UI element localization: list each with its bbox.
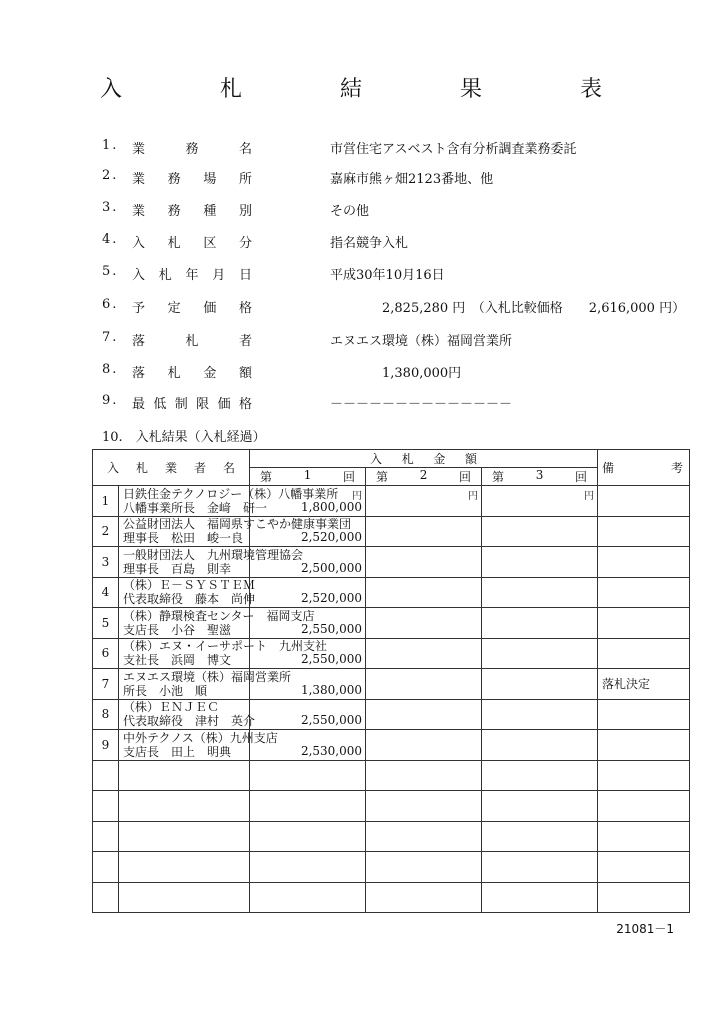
bidder-cell	[119, 547, 304, 578]
bid-results-table	[92, 449, 690, 913]
info-item-label-char: 名	[238, 142, 252, 157]
header-bidder-char: 者	[194, 461, 207, 475]
empty-cell	[482, 882, 598, 913]
table-row	[93, 486, 690, 517]
bid-amount-round-3	[482, 699, 598, 730]
yen-unit: 円	[352, 491, 363, 502]
header-remarks	[598, 450, 690, 486]
info-item-label	[132, 264, 252, 283]
empty-cell	[119, 882, 250, 913]
empty-cell	[93, 791, 119, 822]
bid-amount-round-2	[366, 486, 482, 517]
info-item-label-char: 定	[167, 301, 181, 316]
header-bidder-char: 札	[136, 461, 149, 475]
page-code: 21081－1	[616, 922, 674, 936]
bid-amount-value: 2,550,000	[300, 621, 363, 636]
empty-table-row	[93, 821, 690, 852]
table-row	[93, 699, 690, 730]
remarks-cell	[598, 699, 690, 730]
empty-cell	[366, 791, 482, 822]
empty-cell	[598, 760, 690, 791]
table-row	[93, 638, 690, 669]
bid-amount-value: 2,530,000	[300, 743, 363, 758]
table-row	[93, 669, 690, 700]
yen-unit: 円	[468, 491, 479, 502]
info-item-label-char: 務	[167, 204, 181, 219]
bid-amount-round-1	[250, 516, 366, 547]
info-item-label-char: 場	[203, 172, 217, 187]
empty-table-row	[93, 791, 690, 822]
table-row	[93, 608, 690, 639]
bid-amount-value	[366, 758, 478, 760]
empty-cell	[366, 882, 482, 913]
header-round-char: 回	[575, 470, 588, 484]
empty-table-row	[93, 852, 690, 883]
bidder-company: （株）静環検査センター 福岡支店	[123, 608, 315, 623]
header-round-1	[250, 468, 366, 486]
info-item-label-char: 業	[132, 142, 146, 157]
bid-amount-round-1	[250, 638, 366, 669]
info-item-label-char: 札	[185, 334, 199, 349]
info-item-label-char: 入	[132, 236, 146, 251]
bid-amount-value: 2,550,000	[300, 713, 363, 727]
row-index: 5	[93, 608, 119, 639]
info-item-value: エヌエス環境（株）福岡営業所	[330, 334, 513, 349]
info-item-number: 4.	[102, 232, 119, 247]
yen-unit: 円	[584, 491, 595, 502]
bidder-company: （株）ＥＮＪＥＣ	[123, 700, 220, 715]
info-item-label-char: 価	[203, 301, 217, 316]
empty-cell	[598, 791, 690, 822]
remarks-cell	[598, 577, 690, 608]
empty-cell	[250, 760, 366, 791]
bidder-representative: 所長 小池 順	[123, 683, 208, 698]
header-round-3	[482, 468, 598, 486]
empty-table-row	[93, 882, 690, 913]
remarks-cell	[598, 730, 690, 761]
empty-cell	[250, 821, 366, 852]
empty-cell	[250, 882, 366, 913]
row-index: 3	[93, 547, 119, 578]
info-item-label	[132, 297, 252, 316]
row-index: 2	[93, 516, 119, 547]
bidder-company: 公益財団法人 福岡県すこやか健康事業団	[123, 517, 352, 532]
bid-amount-value: 1,800,000	[300, 499, 363, 514]
header-round-2	[366, 468, 482, 486]
info-item-label-char: 種	[203, 204, 217, 219]
header-remarks-char: 備	[602, 461, 615, 475]
bidder-cell	[119, 638, 328, 669]
header-round-char: 1	[303, 468, 312, 482]
bid-amount-round-1	[250, 486, 366, 517]
info-item-number: 3.	[102, 200, 119, 215]
table-row	[93, 516, 690, 547]
bid-amount-value: 2,550,000	[300, 652, 363, 666]
row-index: 1	[93, 486, 119, 517]
bidder-representative: 理事長 松田 峻一良	[123, 531, 244, 546]
info-item-label-char: 札	[167, 366, 181, 381]
info-item-number: 1.	[102, 138, 119, 153]
bid-amount-value: 1,380,000	[300, 682, 363, 697]
info-item-label-char: 業	[132, 172, 146, 187]
empty-cell	[366, 760, 482, 791]
header-bidder-char: 入	[107, 461, 120, 475]
info-item-label	[132, 168, 252, 187]
header-round-char: 回	[458, 470, 471, 484]
info-item-number: 7.	[102, 330, 119, 345]
bid-amount-round-3	[482, 730, 598, 761]
empty-cell	[93, 821, 119, 852]
info-item-number: 8.	[102, 362, 119, 377]
header-round-char: 第	[260, 470, 273, 484]
row-index: 4	[93, 577, 119, 608]
bid-amount-round-2	[366, 669, 482, 700]
info-item-label-char: 低	[153, 397, 167, 412]
info-item-label-char: 落	[132, 366, 146, 381]
header-remarks-char: 考	[671, 461, 684, 475]
header-round-char: 第	[376, 470, 389, 484]
info-item-label-char: 格	[238, 397, 252, 412]
bid-amount-round-1	[250, 608, 366, 639]
bid-amount-value: 2,520,000	[300, 591, 363, 605]
bidder-company: 中外テクノス（株）九州支店	[123, 730, 278, 745]
bidder-company: 一般財団法人 九州環境管理協会	[123, 547, 304, 562]
info-item-label-char: 務	[167, 172, 181, 187]
header-amount-char: 入	[370, 452, 383, 466]
info-item-label-char: 格	[238, 301, 252, 316]
info-item-label-char: 制	[174, 397, 188, 412]
info-item-label-char: 入	[132, 268, 146, 283]
bid-amount-round-3	[482, 516, 598, 547]
bid-amount-round-3	[482, 577, 598, 608]
bid-amount-round-1	[250, 699, 366, 730]
empty-cell	[250, 791, 366, 822]
info-item-value: －－－－－－－－－－－－－－	[330, 397, 513, 412]
bid-amount-round-2	[366, 547, 482, 578]
info-item-number: 9.	[102, 393, 119, 408]
info-item-value: 指名競争入札	[330, 236, 409, 251]
empty-cell	[482, 821, 598, 852]
empty-cell	[482, 852, 598, 883]
row-index: 7	[93, 669, 119, 700]
bid-amount-value: 2,520,000	[300, 530, 363, 544]
info-item-value: 市営住宅アスベスト含有分析調査業務委託	[330, 142, 577, 157]
bidder-company: （株）エヌ・イーサポート 九州支社	[123, 639, 328, 654]
section-10-heading: 10. 入札結果（入札経過）	[102, 430, 266, 445]
empty-cell	[119, 852, 250, 883]
empty-cell	[119, 821, 250, 852]
info-item-label	[132, 232, 252, 251]
empty-cell	[93, 760, 119, 791]
empty-cell	[366, 852, 482, 883]
header-round-char: 第	[492, 470, 505, 484]
bidder-cell	[119, 730, 278, 761]
header-round-char: 2	[419, 468, 428, 482]
bidder-cell	[119, 699, 256, 730]
table-row	[93, 577, 690, 608]
bid-amount-round-3	[482, 669, 598, 700]
bid-amount-value: 2,500,000	[300, 560, 363, 575]
bidder-company: （株）Ｅ－ＳＹＳＴＥＭ	[123, 578, 256, 593]
info-item-label-char: 札	[158, 268, 172, 283]
bidder-representative: 支社長 浜岡 博文	[123, 653, 232, 668]
empty-cell	[119, 760, 250, 791]
header-round-char: 3	[535, 468, 544, 482]
header-round-char: 回	[342, 470, 355, 484]
bidder-representative: 支店長 田上 明典	[123, 744, 232, 759]
info-item-label	[132, 393, 252, 412]
info-item-label-char: 落	[132, 334, 146, 349]
bidder-representative: 理事長 百島 則幸	[123, 561, 232, 576]
empty-cell	[93, 852, 119, 883]
document-title: 入 札 結 果 表	[99, 77, 640, 102]
info-item-label-char: 業	[132, 204, 146, 219]
info-item-label-char: 月	[212, 268, 226, 283]
empty-cell	[93, 882, 119, 913]
info-item-label-char: 務	[185, 142, 199, 157]
remarks-cell	[598, 547, 690, 578]
info-item-label-char: 予	[132, 301, 146, 316]
remarks-cell	[598, 638, 690, 669]
info-item-value: その他	[330, 204, 370, 219]
header-bidder-char: 業	[165, 461, 178, 475]
empty-cell	[482, 760, 598, 791]
info-item-number: 2.	[102, 168, 119, 183]
info-item-label	[132, 362, 252, 381]
info-item-label	[132, 138, 252, 157]
header-bid-amount	[250, 450, 598, 468]
empty-cell	[119, 791, 250, 822]
info-item-label-char: 限	[196, 397, 210, 412]
empty-cell	[482, 791, 598, 822]
empty-cell	[598, 852, 690, 883]
info-item-number: 6.	[102, 297, 119, 312]
info-item-value: 嘉麻市熊ヶ畑2123番地、他	[330, 172, 494, 187]
bid-amount-round-2	[366, 516, 482, 547]
bidder-company: エヌエス環境（株）福岡営業所	[123, 669, 292, 684]
row-index: 8	[93, 699, 119, 730]
empty-cell	[250, 852, 366, 883]
bid-amount-round-3	[482, 547, 598, 578]
empty-cell	[598, 821, 690, 852]
bid-amount-round-1	[250, 547, 366, 578]
header-bidder-char: 名	[223, 461, 236, 475]
bidder-cell	[119, 608, 315, 639]
row-index: 9	[93, 730, 119, 761]
bid-amount-round-2	[366, 577, 482, 608]
table-row	[93, 547, 690, 578]
bidder-representative: 支店長 小谷 聖滋	[123, 622, 232, 637]
info-item-label-char: 価	[217, 397, 231, 412]
bidder-representative: 代表取締役 藤本 尚伸	[123, 592, 256, 607]
bid-amount-round-2	[366, 730, 482, 761]
bid-amount-round-2	[366, 608, 482, 639]
remarks-cell	[598, 516, 690, 547]
header-bidder-name	[93, 450, 250, 486]
info-item-label-char: 金	[203, 366, 217, 381]
bid-amount-round-2	[366, 638, 482, 669]
remarks-cell	[598, 608, 690, 639]
bidder-cell	[119, 577, 256, 608]
remarks-cell	[598, 486, 690, 517]
header-amount-char: 札	[401, 452, 414, 466]
empty-table-row	[93, 760, 690, 791]
empty-cell	[598, 882, 690, 913]
bid-amount-round-3	[482, 486, 598, 517]
info-item-value: 平成30年10月16日	[330, 268, 445, 283]
bid-amount-round-3	[482, 638, 598, 669]
remarks-cell: 落札決定	[598, 669, 690, 700]
info-item-label-char: 者	[238, 334, 252, 349]
info-item-label-char: 区	[203, 236, 217, 251]
info-item-label-char: 分	[238, 236, 252, 251]
info-item-label-char: 所	[238, 172, 252, 187]
bidder-representative: 代表取締役 津村 英介	[123, 714, 256, 729]
header-amount-char: 額	[465, 452, 478, 466]
bid-amount-round-2	[366, 699, 482, 730]
info-item-number: 5.	[102, 264, 119, 279]
empty-cell	[366, 821, 482, 852]
table-row	[93, 730, 690, 761]
bid-amount-round-1	[250, 730, 366, 761]
row-index: 6	[93, 638, 119, 669]
bidder-cell	[119, 669, 292, 700]
info-item-label-char: 日	[238, 268, 252, 283]
info-item-label	[132, 330, 252, 349]
bid-amount-round-1	[250, 669, 366, 700]
bidder-company: 日鉄住金テクノロジー（株）八幡事業所	[123, 486, 339, 501]
bid-amount-round-3	[482, 608, 598, 639]
info-item-label-char: 年	[185, 268, 199, 283]
info-item-label-char: 別	[238, 204, 252, 219]
header-amount-char: 金	[433, 452, 446, 466]
info-item-label-char: 札	[167, 236, 181, 251]
bidder-representative: 八幡事業所長 金﨑 研一	[123, 500, 268, 515]
info-item-label-char: 最	[132, 397, 146, 412]
info-item-value: 1,380,000円	[330, 366, 462, 381]
bid-amount-round-1	[250, 577, 366, 608]
info-item-label	[132, 200, 252, 219]
bid-amount-value	[482, 758, 594, 760]
info-item-label-char: 額	[238, 366, 252, 381]
info-item-value: 2,825,280 円 （入札比較価格 2,616,000 円）	[330, 301, 686, 316]
